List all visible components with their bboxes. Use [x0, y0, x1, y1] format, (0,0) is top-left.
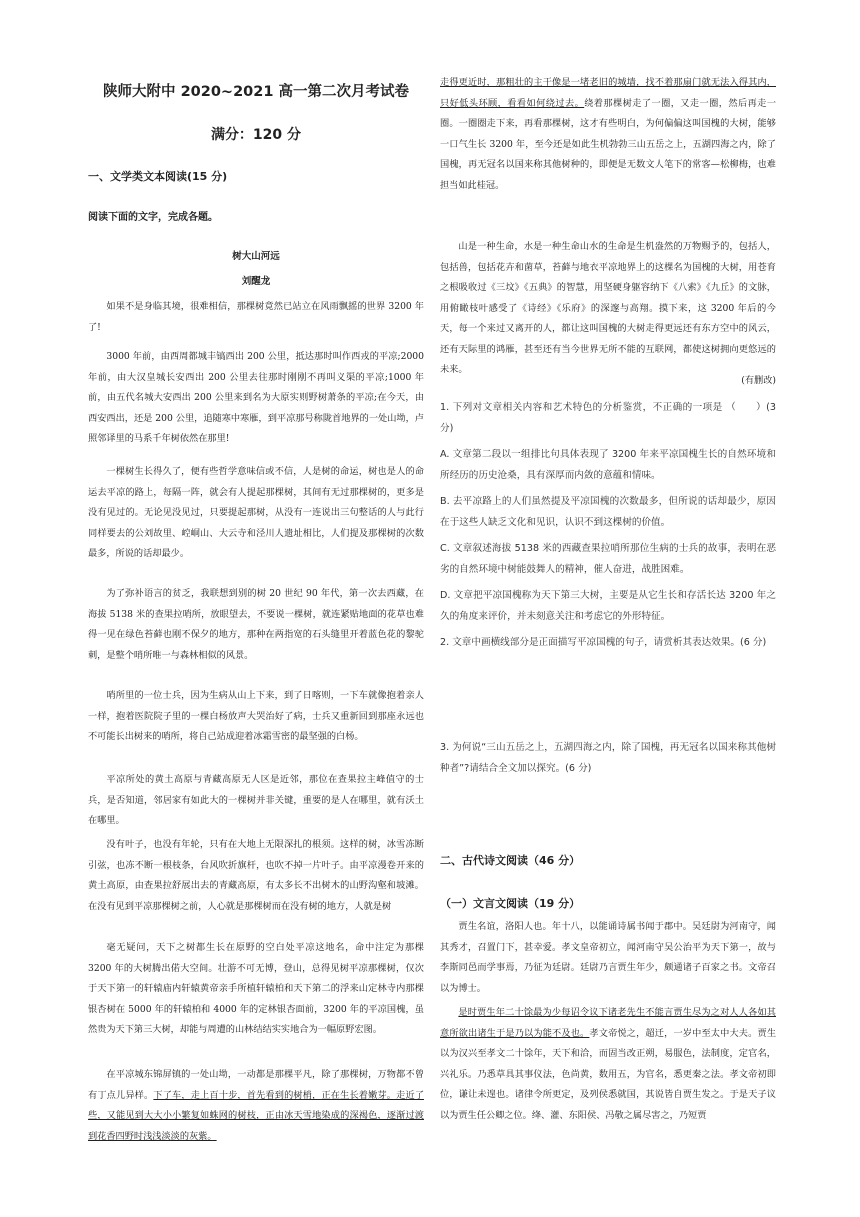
paragraph-10-text: 绕着那棵树走了一圈，又走一圈，然后再走一圈。一圈圈走下来，再看那棵树，这才有些明白，为何偏偏这叫国槐的大树，能够一口气生长 3200 年，至今还是如此生机勃勃三山五岳之上，五湖四海之内，除了国槐，再无冠名以国来称其他树种的，即便是无数文人笔下的常客—松柳梅，也难担当如此桂冠。	[440, 97, 777, 191]
paragraph-9-text: 在平凉城东锦屏镇的一处山坳，一动都是那棵平凡，除了那棵树，万物都不曾有丁点儿异样。	[88, 1069, 424, 1101]
article-paragraph-2: 3000 年前，由西周都城丰镐西出 200 公里，抵达那时叫作西戎的平凉;2000 年前，由大汉皇城长安西出 200 公里去往那时刚刚不再叫义渠的平凉;1000 年前，由五代名城大安西出 200 公里来到名为大原实则野树萧条的平凉;在今天，由西安西出，还是 200 公里，追随寒中寒雁，到平凉那号称陇首地界的一处山坳，卢照邻译里的马系千年树依然在那里!	[88, 351, 424, 444]
question-1-option-b: B. 去平凉路上的人们虽然提及平凉国槐的次数最多，但所说的话却最少，原因在于这些人缺乏文化和见识，认识不到这棵树的价值。	[440, 496, 776, 528]
article-paragraph-11: 山是一种生命，水是一种生命山水的生命是生机盎然的万物赐予的，包括人，包括兽，包括花卉和菌草，苔藓与地衣平凉地界上的这棵名为国槐的大树，用苍育之根吸收过《三坟》《五典》的智慧，用坚硬身躯容纳下《八索》《九丘》的文脉，用俯瞰枝叶感受了《诗经》《乐府》的深邃与高翔。摸下来，这 3200 年后的今天，每一个来过又离开的人，都让这叫国槐的大树走得更远还有东方空中的风云，还有天际里的鸿雁，甚至还有当今世界无所不能的互联网，都使这树拥向更悠远的未来。	[440, 241, 776, 375]
article-paragraph-4: 为了弥补语言的贫乏，我联想到别的树 20 世纪 90 年代，第一次去西藏，在海拔 5138 米的查果拉哨所，放眼望去，不要说一棵树，就连紧贴地面的花草也难得一见在绿色苔藓也刚不保夕的地方，那种在两指宽的石头缝里开着蓝色花的黎驼刺，是整个哨所唯一与森林相似的风景。	[88, 588, 424, 661]
section1-heading: 一、文学类文本阅读(15 分)	[88, 170, 228, 183]
exam-title: 陕师大附中 2020~2021 高一第二次月考试卷	[103, 84, 409, 100]
underlined-sentence-2: 走得更近时，那粗壮的主干像是一堵老旧的城墙，找不着那扇门就无法入得其内，只好低头环顾，看看如何绕过去。	[440, 77, 776, 109]
classical-paragraph-2-text: 孝文帝悦之，超迁，一岁中至太中大夫。贾生以为汉兴至孝文二十馀年，天下和洽，而固当改正朔，易服色，法制度，定官名，兴礼乐。乃悉草具其事仪法，色尚黄，数用五，为官名，悉更秦之法。孝文帝初即位，谦让未遑也。诸律令所更定，及列侯悉就国，其说皆自贾生发之。于是天子议以为贾生任公卿之位。绛、灌、东阳侯、冯敬之属尽害之，乃短贾	[440, 1027, 777, 1121]
question-2: 2. 文章中画横线部分是正面描写平凉国槐的句子，请赏析其表达效果。(6 分)	[440, 637, 767, 648]
article-paragraph-8: 毫无疑问，天下之树都生长在原野的空白处平凉这地名，命中注定为那棵 3200 年的大树腾出偌大空间。壮游不可无博，登山，总得见树平凉那棵树，仅次于天下第一的轩辕庙内轩辕黄帝亲手所植轩辕柏和天下第二的浮来山定林寺内那棵银杏树在 5000 年的轩辕柏和 4000 年的定林银杏面前，3200 年的平凉国槐，虽然贵为天下第三大树，却能与周遭的山林结结实实地合为一幅原野宏图。	[88, 942, 424, 1035]
article-author: 刘醒龙	[241, 276, 271, 287]
question-3: 3. 为何说“三山五岳之上，五湖四海之内，除了国槐，再无冠名以国来称其他树种者”?请结合全文加以探究。(6 分)	[440, 742, 776, 774]
question-1: 1. 下列对文章相关内容和艺术特色的分析鉴赏，不正确的一项是 （ ）(3 分)	[440, 402, 776, 434]
question-1-option-a: A. 文章第二段以一组排比句具体表现了 3200 年来平凉国槐生长的自然环境和所经历的历史沧桑，具有深厚而内敛的意蕴和情味。	[440, 449, 776, 481]
full-score: 满分：120 分	[210, 127, 302, 143]
article-paragraph-6: 平凉所处的黄土高原与青藏高原无人区是近邻，那位在查果拉主峰值守的士兵，是否知道，邻居家有如此大的一棵树并非关键，重要的是人在哪里，就有沃土在哪里。	[88, 774, 424, 826]
article-paragraph-1: 如果不是身临其境，很难相信，那棵树竟然已站立在风雨飘摇的世界 3200 年了!	[88, 301, 424, 333]
classical-paragraph-1: 贾生名谊，洛阳人也。年十八，以能诵诗属书闻于郡中。吴廷尉为河南守，闻其秀才，召置门下，甚幸爱。孝文皇帝初立，闻河南守吴公治平为天下第一，故与李斯同邑而学事焉，乃征为廷尉。廷尉乃言贾生年少，颇通诸子百家之书。文帝召以为博士。	[440, 921, 776, 994]
underlined-sentence-1: 下了车，走上百十步，首先看到的树梢，正在生长着嫩芽。走近了些，又能见到大大小小繁复如蛛网的树枝，正由冰天雪地染成的深褐色，逐渐过渡到花香四野时浅浅淡淡的灰紫。	[88, 1089, 425, 1142]
section2-heading: 二、古代诗文阅读（46 分）	[440, 854, 581, 867]
question-1-option-d: D. 文章把平凉国槐称为天下第三大树，主要是从它生长和存活长达 3200 年之久的角度来评价，并未刻意关注和考虑它的外形特征。	[440, 590, 776, 622]
question-1-option-c: C. 文章叙述海拔 5138 米的西藏查果拉哨所那位生病的士兵的故事，表明在恶劣的自然环境中树能鼓舞人的精神，催人奋进，战胜困难。	[440, 543, 776, 575]
source-note: (有删改)	[741, 375, 776, 386]
article-paragraph-3: 一棵树生长得久了，便有些哲学意味信或不信，人是树的命运，树也是人的命运去平凉的路上，每隔一阵，就会有人提起那棵树，其间有无过那棵树的，更多是没有见过的。无论见没见过，只要提起那树，从没有一连说出三句整话的人与此行同样要去的公刘故里、崆峒山、大云寺和泾川人遗址相比，人们提及那棵树的次数最多，所说的话却最少。	[88, 466, 424, 559]
article-paragraph-9-cont	[440, 73, 776, 196]
reading-instruction: 阅读下面的文字，完成各题。	[88, 212, 218, 223]
article-title: 树大山河远	[232, 251, 280, 262]
classical-paragraph-2	[440, 1003, 776, 1126]
article-paragraph-5: 哨所里的一位士兵，因为生病从山上下来，到了日喀则，一下车就像抱着亲人一样，抱着医院院子里的一棵白杨放声大哭治好了病，士兵又重新回到那座永远也不可能长出树来的哨所，将自己站成迎着冰霜雪密的最坚强的白杨。	[88, 690, 424, 742]
underlined-classical-sentence: 是时贾生年二十馀最为少每诏令议下诸老先生不能言贾生尽为之对人人各如其意所欲出诸生于是乃以为能不及也。	[440, 1007, 776, 1039]
article-paragraph-7: 没有叶子，也没有年轮，只有在大地上无限深扎的根须。这样的树，冰雪冻断引弦，也冻不断一根枝条，台风吹折旗杆，也吹不掉一片叶子。由平凉漫卷开来的黄土高原，由查果拉舒展出去的青藏高原，有太多长不出树木的山野沟壑和坡滩。在没有见到平凉那棵树之前，人心就是那棵树而在没有树的地方，人就是树	[88, 839, 424, 912]
article-paragraph-9	[88, 1065, 424, 1147]
section2-subheading: （一）文言文阅读（19 分）	[440, 897, 581, 910]
